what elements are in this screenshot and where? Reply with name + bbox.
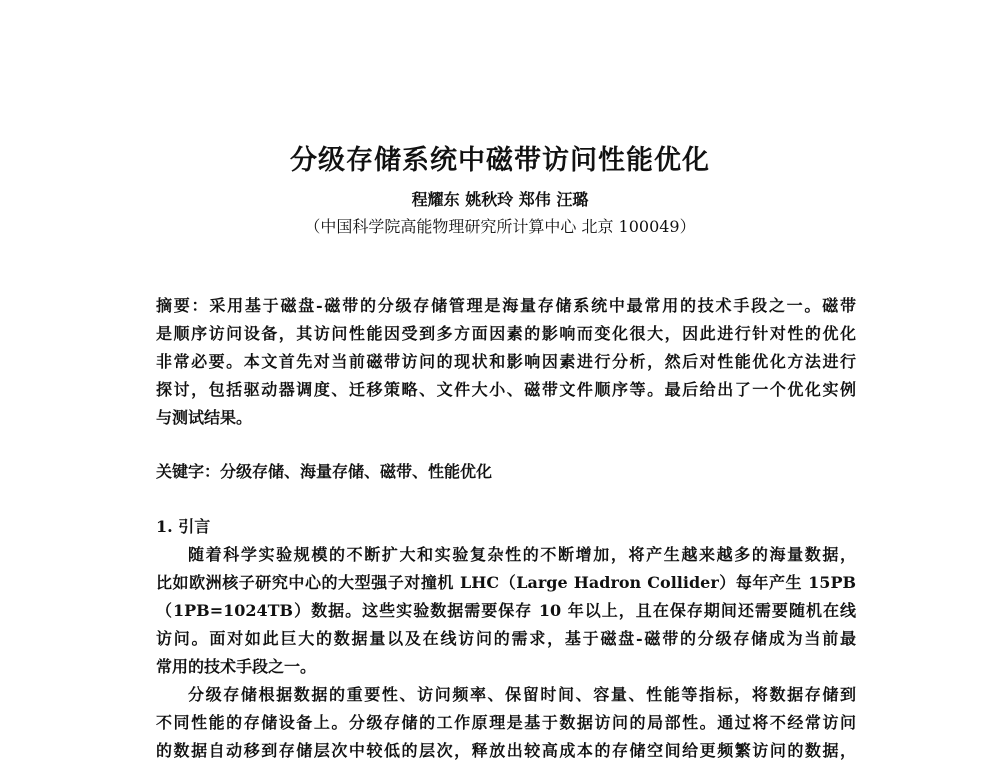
section-heading: 1. 引言 xyxy=(156,517,211,536)
section-heading-introduction xyxy=(156,513,856,541)
paragraph-line: 的数据自动移到存储层次中较低的层次，释放出较高成本的存储空间给更频繁访问的数据， xyxy=(156,741,856,760)
keywords-block xyxy=(156,458,856,486)
body-paragraph-1 xyxy=(156,541,856,681)
abstract-line: 非常必要。本文首先对当前磁带访问的现状和影响因素进行分析，然后对性能优化方法进行 xyxy=(156,352,856,371)
abstract-line: 摘要：采用基于磁盘-磁带的分级存储管理是海量存储系统中最常用的技术手段之一。磁带 xyxy=(156,296,856,315)
paragraph-line: 常用的技术手段之一。 xyxy=(156,657,317,676)
abstract-block xyxy=(156,292,856,432)
paragraph-line: 不同性能的存储设备上。分级存储的工作原理是基于数据访问的局部性。通过将不经常访问 xyxy=(156,713,856,732)
keywords-line: 关键字：分级存储、海量存储、磁带、性能优化 xyxy=(156,462,493,481)
paragraph-line: 分级存储根据数据的重要性、访问频率、保留时间、容量、性能等指标，将数据存储到 xyxy=(188,685,856,704)
body-paragraph-2 xyxy=(156,681,856,765)
paragraph-line: （1PB=1024TB）数据。这些实验数据需要保存 10 年以上，且在保存期间还需要随机在线 xyxy=(156,601,856,620)
author-affiliation: （中国科学院高能物理研究所计算中心 北京 100049） xyxy=(304,217,696,236)
paragraph-line: 随着科学实验规模的不断扩大和实验复杂性的不断增加，将产生越来越多的海量数据， xyxy=(188,545,856,564)
author-list: 程耀东 姚秋玲 郑伟 汪璐 xyxy=(411,190,589,209)
paragraph-line: 访问。面对如此巨大的数据量以及在线访问的需求，基于磁盘-磁带的分级存储成为当前最 xyxy=(156,629,856,648)
abstract-line: 探讨，包括驱动器调度、迁移策略、文件大小、磁带文件顺序等。最后给出了一个优化实例 xyxy=(156,380,856,399)
abstract-line: 是顺序访问设备，其访问性能因受到多方面因素的影响而变化很大，因此进行针对性的优化 xyxy=(156,324,856,343)
abstract-line: 与测试结果。 xyxy=(156,408,253,427)
paragraph-line: 比如欧洲核子研究中心的大型强子对撞机 LHC（Large Hadron Collider）每年产生 15PB xyxy=(156,573,856,592)
paper-title: 分级存储系统中磁带访问性能优化 xyxy=(290,145,710,176)
